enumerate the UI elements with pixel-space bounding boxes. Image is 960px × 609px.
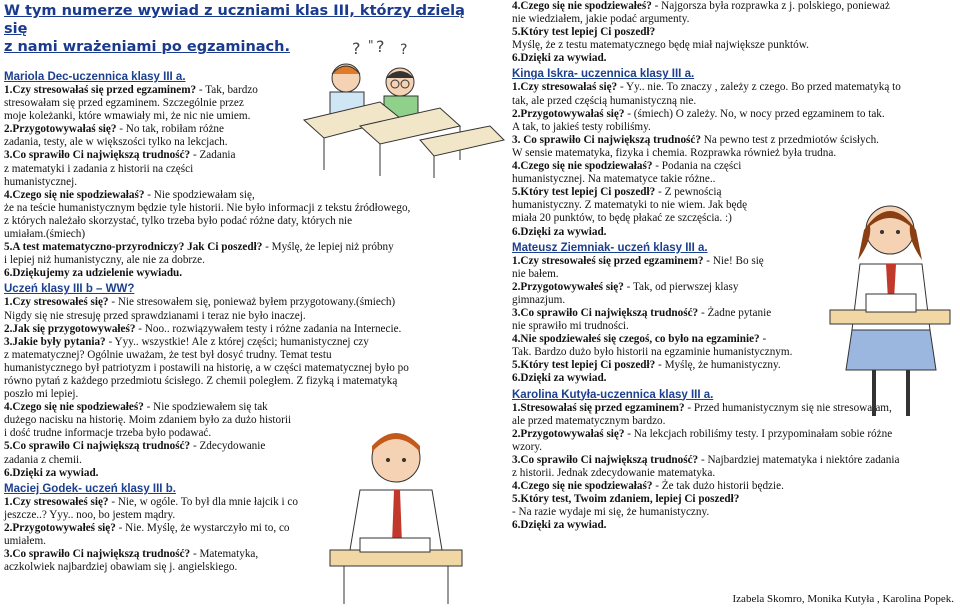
qa-line: z których należało skorzystać, tylko trzeba było podać różne daty, których nie bbox=[4, 214, 353, 227]
qa-line: 6.Dzięki za wywiad. bbox=[512, 52, 607, 65]
qa-line: 3. Co sprawiło Ci największą trudność? Na pewno test z przedmiotów ścisłych. bbox=[512, 133, 879, 146]
qa-line: dużego nacisku na historię. Moim zdaniem było za dużo historii bbox=[4, 414, 292, 427]
qa-line: i lepiej niż humanistyczny, ale nie za dobrze. bbox=[4, 254, 205, 267]
qa-line: humanistycznej. Na matematyce takie różne.. bbox=[512, 173, 716, 186]
qa-line: 1.Czy stresowałeś się? - Nie stresowałem się, ponieważ byłem przygotowany.(śmiech) bbox=[4, 296, 396, 309]
qa-line: jeszcze..? Yyy.. noo, bo jestem mądry. bbox=[4, 508, 176, 521]
svg-text:?: ? bbox=[400, 42, 408, 58]
interviewee-name: Maciej Godek- uczeń klasy III b. bbox=[4, 482, 176, 495]
qa-line: z matematyki i zadania z historii na części bbox=[4, 162, 194, 175]
students-at-desks-illustration bbox=[300, 40, 506, 180]
qa-line: moje koleżanki, które wmawiały mi, że nic nie umiem. bbox=[4, 110, 251, 123]
qa-line: gimnazjum. bbox=[512, 293, 566, 306]
qa-line: 2.Przygotowywałaś się? - (śmiech) O zależy. No, w nocy przed egzaminem to tak. bbox=[512, 107, 885, 120]
qa-line: 1.Czy stresowałeś się przed egzaminem? - Nie! Bo się bbox=[512, 254, 764, 267]
qa-line: 4.Czego się nie spodziewałeś? - Najgorsza była rozprawka z j. polskiego, ponieważ bbox=[512, 0, 890, 12]
qa-line: że na teście humanistycznym będzie tyle historii. Nie było informacji z tekstu źródłowego, bbox=[4, 201, 411, 214]
girl-writing-illustration bbox=[826, 190, 956, 430]
interviewee-name: Uczeń klasy III b – WW? bbox=[4, 283, 135, 296]
qa-line: nie bałem. bbox=[512, 267, 559, 280]
qa-line: umiałem. bbox=[4, 535, 46, 547]
qa-line: zadania, testy, ale w większości tylko na lekcjach. bbox=[4, 136, 228, 149]
qa-line: 6.Dzięki za wywiad. bbox=[512, 225, 607, 238]
qa-line: humanistycznego był patriotyzm i postawili na historię, a w części matematycznej było po bbox=[4, 361, 409, 374]
qa-line: humanistycznej. bbox=[4, 175, 78, 188]
qa-line: 5.Który test, Twoim zdaniem, lepiej Ci poszedł? bbox=[512, 493, 740, 506]
section-maciej bbox=[4, 482, 304, 575]
qa-line: 5.Który test lepiej Ci poszedł? - Myślę, że humanistyczny. bbox=[512, 359, 781, 372]
section-maciej-cont bbox=[512, 0, 956, 65]
qa-line: - Na razie wydaje mi się, że humanistyczny. bbox=[512, 506, 710, 519]
qa-line: 6.Dzięki za wywiad. bbox=[4, 466, 99, 479]
qa-line: tak, ale przed częścią humanistyczną nie. bbox=[512, 94, 697, 107]
qa-line: 3.Co sprawiło Ci największą trudność? - Najbardziej matematyka i niektóre zadania bbox=[512, 453, 900, 466]
qa-line: 4.Czego się nie spodziewałeś? - Nie spodziewałem się tak bbox=[4, 401, 268, 414]
qa-line: zadania z chemii. bbox=[4, 453, 82, 466]
qa-line: nie sprawiło mi trudności. bbox=[512, 320, 629, 333]
qa-line: 2.Przygotowywałeś się? - Nie. Myślę, że wystarczyło mi to, co bbox=[4, 521, 290, 534]
qa-line: 1.Czy stresowałeś się? - Nie, w ogóle. To był dla mnie łajcik i co bbox=[4, 495, 298, 508]
qa-line: 3.Jakie były pytania? - Yyy.. wszystkie! Ale z której części; humanistycznej czy bbox=[4, 335, 369, 348]
qa-line: 4.Nie spodziewałeś się czegoś, co było na egzaminie? - bbox=[512, 333, 767, 346]
qa-line: 3.Co sprawiło Ci największą trudność? - Żadne pytanie bbox=[512, 306, 772, 319]
qa-line: Myślę, że z testu matematycznego będę miał największe punktów. bbox=[512, 39, 809, 52]
interviewee-name: Kinga Iskra- uczennica klasy III a. bbox=[512, 68, 695, 81]
qa-line: 2.Przygotowywałaś się? - No tak, robiłam różne bbox=[4, 123, 224, 136]
qa-line: 6.Dzięki za wywiad. bbox=[512, 519, 607, 532]
qa-line: Nigdy się nie stresuję przed sprawdzianami i teraz nie było inaczej. bbox=[4, 309, 306, 322]
qa-line: aczkolwiek najbardziej obawiam się j. angielskiego. bbox=[4, 561, 238, 574]
svg-text:?: ? bbox=[352, 40, 361, 58]
qa-line: 4.Czego się nie spodziewałaś? - Nie spodziewałam się, bbox=[4, 188, 255, 201]
boy-writing-illustration bbox=[320, 420, 472, 606]
interviewee-name: Karolina Kutyła-uczennica klasy III a. bbox=[512, 388, 714, 401]
qa-line: 2.Przygotowywałaś się? - Na lekcjach robiliśmy testy. I przypominałam sobie różne bbox=[512, 427, 893, 440]
qa-line: 1.Czy stresowałaś się przed egzaminem? - Tak, bardzo bbox=[4, 84, 258, 96]
headline-line-2: z nami wrażeniami po egzaminach. bbox=[4, 39, 290, 55]
qa-line: A tak, to jakieś testy robiliśmy. bbox=[512, 120, 651, 133]
qa-line: umiałam.(śmiech) bbox=[4, 228, 86, 241]
qa-line: Tak. Bardzo dużo było historii na egzaminie humanistycznym. bbox=[512, 346, 793, 359]
qa-line: 4.Czego się nie spodziewałaś? - Podania na części bbox=[512, 160, 742, 173]
svg-text:": " bbox=[368, 40, 374, 52]
qa-line: 5.A test matematyczno-przyrodniczy? Jak Ci poszedł? - Myślę, że lepiej niż próbny bbox=[4, 241, 394, 254]
qa-line: ale przed matematycznym bardzo. bbox=[512, 414, 666, 427]
qa-line: 5.Co sprawiło Ci największą trudność? - Zdecydowanie bbox=[4, 440, 266, 453]
interviewee-name: Mariola Dec-uczennica klasy III a. bbox=[4, 71, 186, 83]
qa-line: równo pytań z każdego przedmiotu ścisłego. Z chemii poległem. Z fizyką i matematyką bbox=[4, 374, 398, 387]
qa-line: nie wiedziałem, jakie podać argumenty. bbox=[512, 13, 690, 26]
qa-line: 3.Co sprawiło Ci największą trudność? - Zadania bbox=[4, 149, 236, 162]
svg-text:?: ? bbox=[376, 40, 385, 56]
qa-line: 2.Przygotowywałeś się? - Tak, od pierwszej klasy bbox=[512, 280, 739, 293]
qa-line: poszło mi lepiej. bbox=[4, 388, 79, 401]
answers-narrow bbox=[512, 255, 812, 386]
qa-line: 6.Dzięki za wywiad. bbox=[512, 372, 607, 385]
qa-line: 1.Stresowałaś się przed egzaminem? - Przed humanistycznym się nie stresowałam, bbox=[512, 401, 892, 414]
qa-line: 5.Który test lepiej Ci poszedł? bbox=[512, 26, 656, 39]
qa-line: z matematycznej? Ogólnie uważam, że test był dosyć trudny. Temat testu bbox=[4, 348, 332, 361]
answers-narrow bbox=[512, 160, 812, 239]
answers-narrow bbox=[4, 84, 304, 202]
qa-line: wzory. bbox=[512, 440, 543, 453]
qa-line: 1.Czy stresowałaś się? - Yy.. nie. To znaczy , zależy z czego. Bo przed matematyką to bbox=[512, 81, 901, 94]
qa-line: 3.Co sprawiło Ci największą trudność? - Matematyka, bbox=[4, 548, 259, 561]
qa-line: z historii. Jednak zdecydowanie matematyka. bbox=[512, 467, 716, 479]
qa-line: W sensie matematyka, fizyka i chemia. Rozprawka również była trudna. bbox=[512, 146, 837, 159]
qa-line: 2.Jak się przygotowywałeś? - Noo.. rozwiązywałem testy i różne zadania na Internecie. bbox=[4, 322, 402, 335]
qa-line: 5.Który test lepiej Ci poszedł? - Z pewnością bbox=[512, 186, 722, 199]
qa-line: i dość trudne informacje trzeba było podawać. bbox=[4, 427, 212, 440]
interviewee-name: Mateusz Ziemniak- uczeń klasy III a. bbox=[512, 241, 708, 254]
qa-line: 4.Czego się nie spodziewałaś? - Że tak dużo historii będzie. bbox=[512, 480, 784, 493]
qa-line: miała 20 punktów, to będę płakać ze szczęścia. :) bbox=[512, 212, 732, 225]
answers-narrow bbox=[4, 401, 334, 480]
qa-line: stresowałam się przed egzaminem. Szczególnie przez bbox=[4, 97, 244, 110]
qa-line: 6.Dziękujemy za udzielenie wywiadu. bbox=[4, 267, 183, 280]
qa-line: humanistyczny. Z matematyki to nie wiem. Jak będę bbox=[512, 199, 748, 212]
authors-signature: Izabela Skomro, Monika Kutyła , Karolina Popek. bbox=[732, 593, 954, 605]
headline-line-1: W tym numerze wywiad z uczniami klas III, którzy dzielą się bbox=[4, 3, 465, 37]
